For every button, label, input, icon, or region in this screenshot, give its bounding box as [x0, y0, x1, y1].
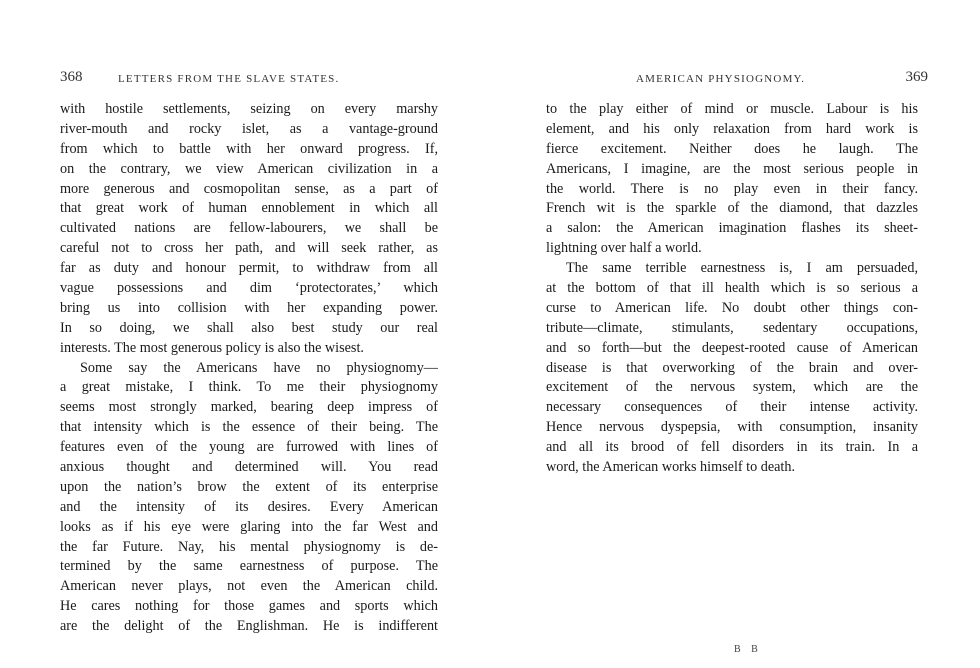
text-line: Hence nervous dyspepsia, with consumption, insanity [546, 419, 918, 436]
text-line: that intensity which is the essence of their being. The [60, 419, 438, 436]
signature-mark: B B [734, 644, 762, 655]
text-line: and all its brood of fell disorders in its train. In a [546, 439, 918, 456]
text-line: French wit is the sparkle of the diamond, that dazzles [546, 200, 918, 217]
text-line: Americans, I imagine, are the most serious people in [546, 160, 918, 177]
text-line: disease is that overworking of the brain and over- [546, 359, 918, 376]
text-line: vague possessions and dim ‘protectorates,’ which [60, 280, 438, 297]
text-line: to the play either of mind or muscle. Labour is his [546, 101, 918, 117]
text-line: far as duty and honour permit, to withdraw from all [60, 260, 438, 277]
text-line: termined by the same earnestness of purpose. The [60, 558, 438, 575]
text-line: on the contrary, we view American civilization in a [60, 160, 438, 177]
text-line: lightning over half a world. [546, 240, 702, 257]
text-line: with hostile settlements, seizing on every marshy [60, 101, 438, 117]
text-line: are the delight of the Englishman. He is indifferent [60, 618, 438, 635]
text-line: from which to battle with her onward progress. If, [60, 140, 438, 157]
text-line: seems most strongly marked, bearing deep impress of [60, 399, 438, 416]
text-line: fierce excitement. Neither does he laugh. The [546, 140, 918, 157]
right-page-header [546, 69, 928, 92]
text-line: upon the nation’s brow the extent of its enterprise [60, 478, 438, 495]
text-line: tribute—climate, stimulants, sedentary occupations, [546, 319, 918, 336]
text-line: necessary consequences of their intense activity. [546, 399, 918, 416]
text-line: bring us into collision with her expanding power. [60, 299, 438, 316]
text-line: that great work of human ennoblement in which all [60, 200, 438, 217]
text-line: the world. There is no play even in their fancy. [546, 180, 918, 197]
text-line: looks as if his eye were glaring into the far West and [60, 518, 438, 535]
text-line: at the bottom of that ill health which is so serious a [546, 280, 918, 297]
text-line: river-mouth and rocky islet, as a vantage-ground [60, 120, 438, 137]
text-line: American never plays, not even the American child. [60, 578, 438, 595]
right-page [490, 0, 980, 668]
text-line: word, the American works himself to death. [546, 459, 796, 476]
text-line: interests. The most generous policy is also the wisest. [60, 339, 364, 356]
text-line: a salon: the American imagination flashes its sheet- [546, 220, 918, 237]
text-line: cultivated nations are fellow-labourers, we shall be [60, 220, 438, 237]
running-title: LETTERS FROM THE SLAVE STATES. [118, 73, 340, 85]
text-line: curse to American life. No doubt other things con- [546, 299, 918, 316]
text-line: He cares nothing for those games and sports which [60, 598, 438, 615]
text-line: and so forth—but the deepest-rooted cause of American [546, 339, 918, 356]
left-page-header [60, 69, 440, 92]
text-line: The same terrible earnestness is, I am persuaded, [566, 260, 918, 277]
text-line: Some say the Americans have no physiognomy— [80, 359, 438, 376]
text-line: In so doing, we shall also best study our real [60, 319, 438, 336]
left-page-body [60, 100, 438, 637]
page-number: 369 [905, 69, 928, 85]
text-line: a great mistake, I think. To me their physiognomy [60, 379, 438, 396]
text-line: more generous and cosmopolitan sense, as a part of [60, 180, 438, 197]
text-line: element, and his only relaxation from hard work is [546, 120, 918, 137]
text-line: features even of the young are furrowed with lines of [60, 439, 438, 456]
text-line: careful not to cross her path, and will seek rather, as [60, 240, 438, 257]
text-line: anxious thought and determined will. You read [60, 459, 438, 476]
right-page-body [546, 100, 918, 478]
text-line: excitement of the nervous system, which are the [546, 379, 918, 396]
text-line: and the intensity of its desires. Every American [60, 498, 438, 515]
running-title: AMERICAN PHYSIOGNOMY. [636, 73, 806, 85]
page-number: 368 [60, 69, 83, 85]
text-line: the far Future. Nay, his mental physiognomy is de- [60, 538, 438, 555]
